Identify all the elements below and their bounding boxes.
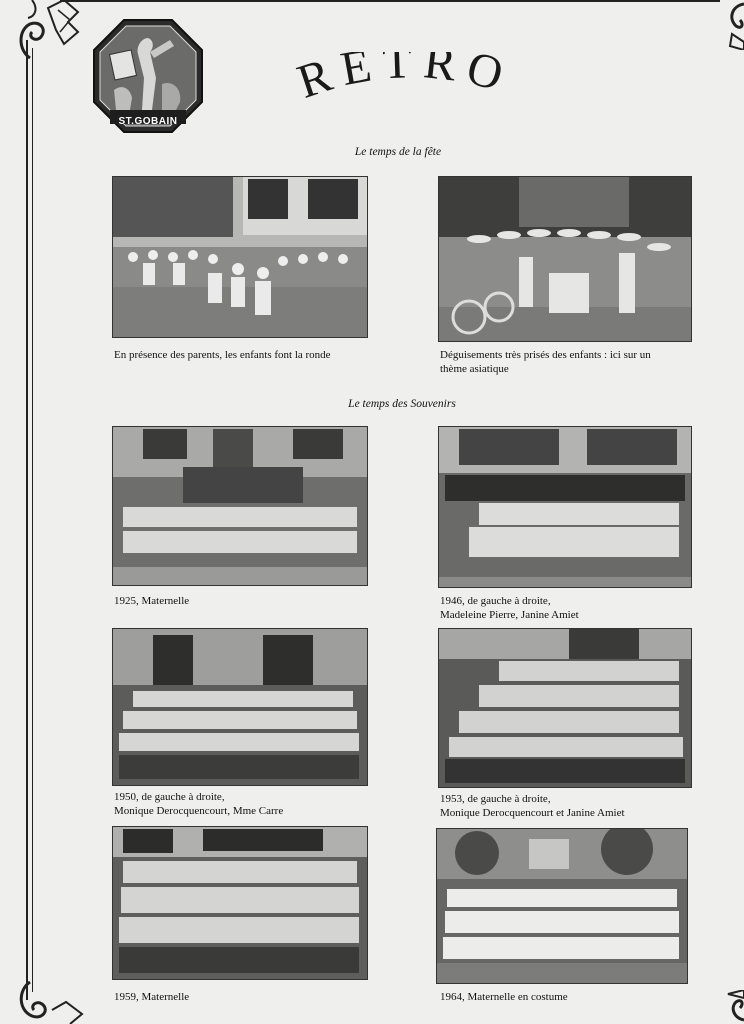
- caption-1959: [114, 990, 384, 1004]
- caption-line: 1925, Maternelle: [114, 595, 190, 607]
- corner-ornament-top-left-icon: [8, 0, 88, 60]
- photo-1953: [438, 628, 692, 788]
- corner-ornament-bottom-right-icon: [718, 990, 744, 1024]
- top-border-line: [60, 0, 720, 2]
- caption-line: 1946, de gauche à droite,: [440, 595, 551, 607]
- svg-text:RETRO: [291, 52, 518, 109]
- caption-line: thème asiatique: [440, 363, 509, 375]
- caption-1964: [440, 990, 710, 1004]
- caption-line: Déguisements très prisés des enfants : ici sur un: [440, 349, 651, 361]
- caption-asiatique: [440, 348, 730, 376]
- caption-1925: [114, 594, 384, 608]
- caption-1953: [440, 792, 710, 820]
- left-border-line: [26, 40, 28, 1000]
- caption-line: En présence des parents, les enfants font la ronde: [114, 349, 331, 361]
- page-title-text: RETRO: [291, 52, 519, 109]
- caption-1950: [114, 790, 384, 818]
- caption-line: 1959, Maternelle: [114, 991, 190, 1003]
- logo-text: ST.GOBAIN: [118, 116, 178, 127]
- photo-1925: [112, 426, 368, 586]
- photo-asiatique: [438, 176, 692, 342]
- left-border-line-inner: [32, 48, 33, 992]
- page-title: [270, 52, 540, 122]
- caption-line: Monique Derocquencourt et Janine Amiet: [440, 807, 625, 819]
- section-heading-fete: Le temps de la fête: [354, 146, 442, 158]
- corner-ornament-top-right-icon: [718, 0, 744, 50]
- photo-1950: [112, 628, 368, 786]
- section-heading-souvenirs: Le temps des Souvenirs: [348, 398, 456, 410]
- photo-ronde: [112, 176, 368, 338]
- photo-1959: [112, 826, 368, 980]
- caption-ronde: [114, 348, 384, 362]
- caption-1946: [440, 594, 710, 622]
- caption-line: Madeleine Pierre, Janine Amiet: [440, 609, 579, 621]
- saint-gobain-logo: [92, 18, 204, 134]
- corner-ornament-bottom-left-icon: [8, 980, 88, 1024]
- photo-1946: [438, 426, 692, 588]
- caption-line: 1964, Maternelle en costume: [440, 991, 568, 1003]
- caption-line: 1953, de gauche à droite,: [440, 793, 551, 805]
- caption-line: 1950, de gauche à droite,: [114, 791, 225, 803]
- caption-line: Monique Derocquencourt, Mme Carre: [114, 805, 284, 817]
- photo-1964: [436, 828, 688, 984]
